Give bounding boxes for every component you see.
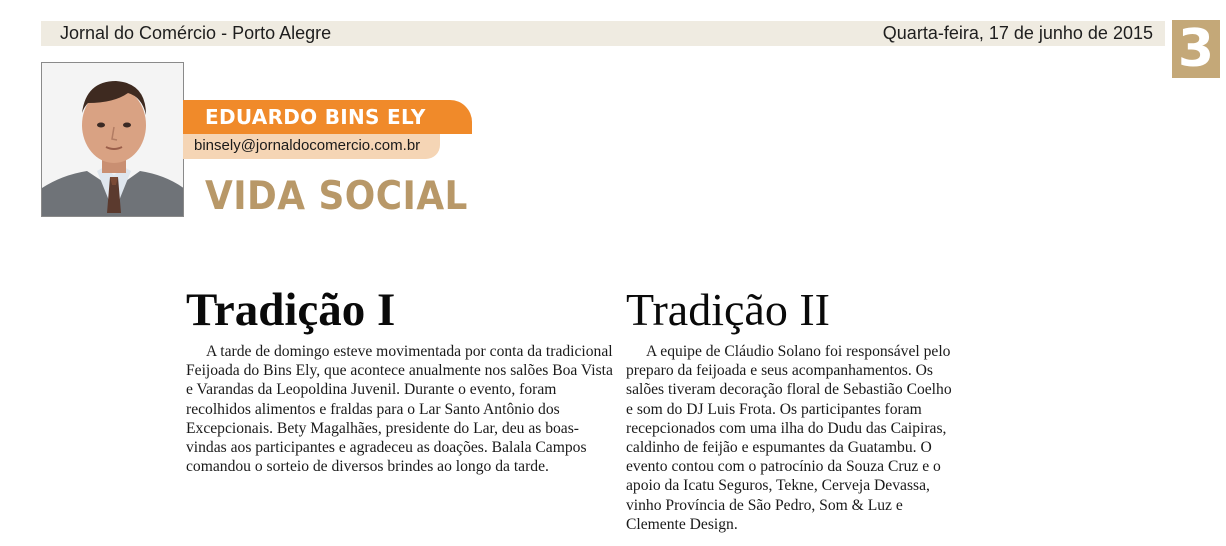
columnist-portrait-image: [42, 63, 184, 217]
columnist-name: EDUARDO BINS ELY: [205, 105, 426, 129]
publication-name: Jornal do Comércio - Porto Alegre: [60, 23, 332, 43]
article-body: A equipe de Cláudio Solano foi responsável pelo preparo da feijoada e seus acompanhamentos. Os salões tiveram decoração floral de Sebastião Coelho e som do DJ Luis Frota. Os participantes foram recepcionados com uma ilha do Dudu das Caipiras, caldinho de feijão e espumantes da Guatambu. O evento contou com o patrocínio da Souza Cruz e o apoio da Icatu Seguros, Tekne, Cerveja Devassa, vinho Província de São Pedro, Som & Luz e Clemente Design.: [626, 343, 952, 533]
page-number-badge: 3: [1172, 20, 1220, 78]
article-tradicao-1: [186, 284, 614, 476]
article-headline: Tradição I: [186, 284, 396, 336]
columnist-email-banner: [183, 134, 440, 159]
article-body: A tarde de domingo esteve movimentada por conta da tradicional Feijoada do Bins Ely, que acontece anualmente nos salões Boa Vista e Varandas da Leopoldina Juvenil. Durante o evento, foram recolhidos alimentos e fraldas para o Lar Santo Antônio dos Excepcionais. Bety Magalhães, presidente do Lar, deu as boas-vindas aos participantes e agradeceu as doações. Balala Campos comandou o sorteio de diversos brindes ao longo da tarde.: [186, 343, 613, 476]
section-title: VIDA SOCIAL: [205, 174, 468, 219]
masthead-bar: [41, 21, 1165, 46]
columnist-name-banner: [183, 100, 472, 134]
article-headline: Tradição II: [626, 284, 830, 335]
columnist-photo: [41, 62, 184, 217]
article-tradicao-2: [626, 284, 962, 534]
columnist-email: binsely@jornaldocomercio.com.br: [194, 137, 421, 154]
publication-date: Quarta-feira, 17 de junho de 2015: [882, 23, 1153, 43]
